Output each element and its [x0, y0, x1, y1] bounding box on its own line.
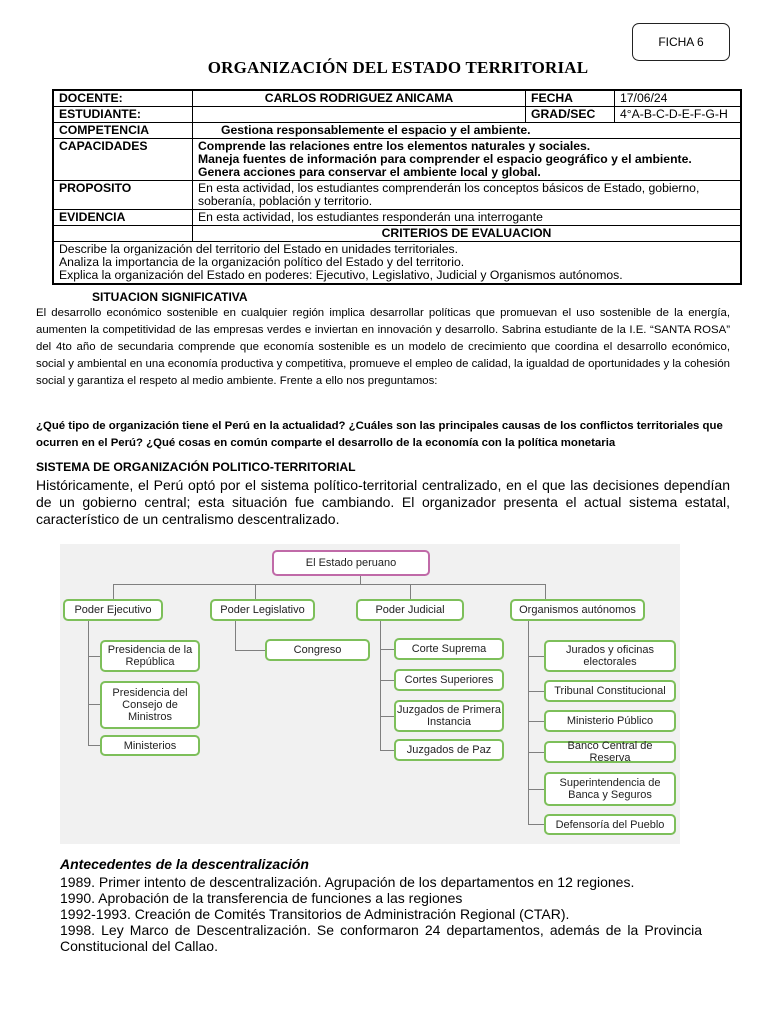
capacidades-list [193, 139, 742, 181]
capacidad-item: Maneja fuentes de información para comprender el espacio geográfico y el ambiente. [198, 152, 692, 166]
docente-label: DOCENTE: [53, 90, 193, 107]
competencia-value: Gestiona responsablemente el espacio y el ambiente. [193, 123, 742, 139]
fecha-value: 17/06/24 [615, 90, 742, 107]
criterios-header: CRITERIOS DE EVALUACION [193, 226, 742, 242]
page-title: ORGANIZACIÓN DEL ESTADO TERRITORIAL [207, 58, 589, 77]
capacidad-item: Comprende las relaciones entre los elementos naturales y sociales. [198, 139, 591, 153]
diagram-root: El Estado peruano [272, 550, 430, 576]
ficha-badge: FICHA 6 [632, 23, 730, 61]
diagram-node: Ministerio Público [544, 710, 676, 732]
evidencia-label: EVIDENCIA [53, 210, 193, 226]
criterio-item: Describe la organización del territorio del Estado en unidades territoriales. [59, 242, 459, 256]
situacion-title: SITUACION SIGNIFICATIVA [92, 290, 248, 304]
diagram-node: Presidencia del Consejo de Ministros [100, 681, 200, 729]
criterio-item: Explica la organización del Estado en poderes: Ejecutivo, Legislativo, Judicial y Organismos autónomos. [59, 268, 623, 282]
diagram-node: Cortes Superiores [394, 669, 504, 691]
diagram-node: Jurados y oficinas electorales [544, 640, 676, 672]
gradsec-value: 4°A-B-C-D-E-F-G-H [615, 107, 742, 123]
diagram-node: Congreso [265, 639, 370, 661]
diagram-node: Tribunal Constitucional [544, 680, 676, 702]
diagram-branch-autonomos: Organismos autónomos [510, 599, 645, 621]
diagram-node: Juzgados de Primera Instancia [394, 700, 504, 732]
diagram-node: Juzgados de Paz [394, 739, 504, 761]
diagram-branch-ejecutivo: Poder Ejecutivo [63, 599, 163, 621]
estudiante-value[interactable] [193, 107, 526, 123]
situacion-text: El desarrollo económico sostenible en cualquier región implica desarrollar políticas que promuevan el uso sostenible de la energía, aumenten la competitividad de las empresas verdes e inviertan en innovación y desarrollo. Sabrina estudiante de la I.E. “SANTA ROSA” del 4to año de secundaria comprende que economía sostenible es un modelo de crecimiento que coordina el desarrollo económico, social y ambiental en una economía productiva y competitiva, promueve el empleo de calidad, la igualdad de oportunidades y la cohesión social y garantiza el respeto al medio ambiente. Frente a ello nos preguntamos: [36, 307, 730, 387]
docente-value: CARLOS RODRIGUEZ ANICAMA [193, 90, 526, 107]
capacidades-label: CAPACIDADES [53, 139, 193, 181]
sistema-text: Históricamente, el Perú optó por el sistema político-territorial centralizado, en el que las decisiones dependían de un gobierno central; esta situación fue cambiando. El organizador presenta el actual sistema estatal, característico de un centralismo descentralizado. [36, 477, 730, 527]
fecha-label: FECHA [526, 90, 615, 107]
estudiante-label: ESTUDIANTE: [53, 107, 193, 123]
antecedentes-title: Antecedentes de la descentralización [60, 856, 309, 872]
evidencia-value: En esta actividad, los estudiantes responderán una interrogante [193, 210, 742, 226]
competencia-label: COMPETENCIA [53, 123, 193, 139]
diagram-node: Defensoría del Pueblo [544, 814, 676, 835]
diagram-node: Corte Suprema [394, 638, 504, 660]
antecedente-item: 1990. Aprobación de la transferencia de funciones a las regiones [60, 890, 463, 906]
estado-diagram [60, 544, 680, 844]
diagram-node: Superintendencia de Banca y Seguros [544, 772, 676, 806]
sistema-title: SISTEMA DE ORGANIZACIÓN POLITICO-TERRITORIAL [36, 460, 356, 474]
antecedente-item: 1989. Primer intento de descentralización. Agrupación de los departamentos en 12 regiones. [60, 874, 635, 890]
capacidad-item: Genera acciones para conservar el ambiente local y global. [198, 165, 541, 179]
criterios-list [53, 242, 741, 285]
diagram-branch-legislativo: Poder Legislativo [210, 599, 315, 621]
situacion-question: ¿Qué tipo de organización tiene el Perú en la actualidad? ¿Cuáles son las principales causas de los conflictos territoriales que ocurren en el Perú? ¿Qué cosas en común comparte el desarrollo de la economía con la política monetaria [36, 420, 723, 449]
antecedente-item: 1992-1993. Creación de Comités Transitorios de Administración Regional (CTAR). [60, 906, 570, 922]
info-table [52, 89, 742, 285]
proposito-value: En esta actividad, los estudiantes comprenderán los conceptos básicos de Estado, gobierno, soberanía, población y territorio. [193, 181, 742, 210]
diagram-node: Presidencia de la República [100, 640, 200, 672]
gradsec-label: GRAD/SEC [526, 107, 615, 123]
diagram-node: Banco Central de Reserva [544, 741, 676, 763]
proposito-label: PROPOSITO [53, 181, 193, 210]
criterio-item: Analiza la importancia de la organización político del Estado y del territorio. [59, 255, 465, 269]
diagram-branch-judicial: Poder Judicial [356, 599, 464, 621]
antecedente-item: 1998. Ley Marco de Descentralización. Se conformaron 24 departamentos, además de la Provincia Constitucional del Callao. [60, 922, 702, 954]
diagram-node: Ministerios [100, 735, 200, 756]
